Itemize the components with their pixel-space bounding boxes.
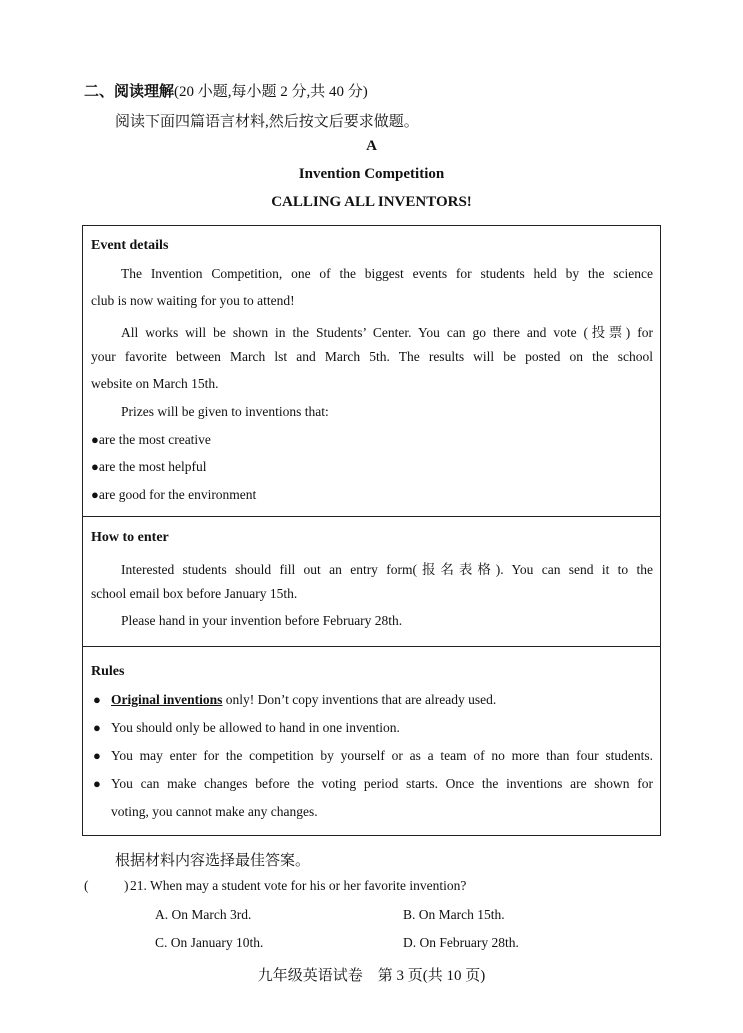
option-c[interactable]: C. On January 10th. <box>155 935 264 950</box>
how-to-enter-line: Please hand in your invention before February 28th. <box>121 613 403 628</box>
answer-blank-close: ) <box>124 878 129 893</box>
prize-bullet-text: are good for the environment <box>98 487 257 502</box>
prize-bullet-text: are the most helpful <box>98 459 207 474</box>
page-footer: 九年级英语试卷 第 3 页(共 10 页) <box>257 968 486 984</box>
rules-heading: Rules <box>91 664 125 679</box>
event-details-line: All works will be shown in the Students’ Center. You can go there and vote (投票) for <box>121 325 653 340</box>
section-number-label: 二、阅读理解 <box>84 84 175 100</box>
rule-text: only! Don’t copy inventions that are already used. <box>222 692 497 707</box>
question-text: 21. When may a student vote for his or her favorite invention? <box>130 878 467 893</box>
how-to-enter-section <box>83 517 660 647</box>
passage-subtitle: CALLING ALL INVENTORS! <box>271 194 472 210</box>
event-details-heading: Event details <box>91 238 169 253</box>
how-to-enter-line: school email box before January 15th. <box>91 586 298 601</box>
answer-blank-open[interactable]: ( <box>84 878 89 893</box>
bullet-icon: ● <box>93 720 101 735</box>
bullet-icon: ● <box>91 432 99 447</box>
rules-section <box>83 647 660 835</box>
option-d[interactable]: D. On February 28th. <box>403 935 519 950</box>
bullet-icon: ● <box>93 748 101 763</box>
rule-text: voting, you cannot make any changes. <box>111 804 318 819</box>
option-a[interactable]: A. On March 3rd. <box>155 907 252 922</box>
event-details-line: The Invention Competition, one of the biggest events for students held by the science <box>121 266 653 281</box>
rule-text: You may enter for the competition by yourself or as a team of no more than four students. <box>111 748 653 763</box>
rule-text: You can make changes before the voting period starts. Once the inventions are shown for <box>111 776 653 791</box>
passage-letter: A <box>366 138 377 154</box>
option-b[interactable]: B. On March 15th. <box>403 907 505 922</box>
event-details-line: club is now waiting for you to attend! <box>91 293 295 308</box>
bullet-icon: ● <box>93 692 101 707</box>
section-title <box>84 80 368 101</box>
event-details-line: Prizes will be given to inventions that: <box>121 404 329 419</box>
bullet-icon: ● <box>93 776 101 791</box>
reading-instruction: 阅读下面四篇语言材料,然后按文后要求做题。 <box>115 114 419 130</box>
section-note: (20 小题,每小题 2 分,共 40 分) <box>174 84 368 100</box>
event-details-line: your favorite between March lst and March 5th. The results will be posted on the school <box>91 349 653 364</box>
how-to-enter-line: Interested students should fill out an entry form(报名表格). You can send it to the <box>121 562 653 577</box>
event-details-line: website on March 15th. <box>91 376 219 391</box>
prize-bullet-text: are the most creative <box>98 432 211 447</box>
how-to-enter-heading: How to enter <box>91 530 169 545</box>
bullet-icon: ● <box>91 487 99 502</box>
rule-emphasis: Original inventions <box>111 692 223 707</box>
choose-instruction: 根据材料内容选择最佳答案。 <box>115 853 311 869</box>
event-details-section <box>83 226 660 517</box>
passage-title: Invention Competition <box>298 166 445 182</box>
notice-box <box>82 225 661 836</box>
rule-text: You should only be allowed to hand in one invention. <box>111 720 400 735</box>
prize-bullet-item <box>91 459 206 475</box>
bullet-icon: ● <box>91 459 99 474</box>
prize-bullet-item <box>91 432 211 448</box>
prize-bullet-item <box>91 487 256 503</box>
